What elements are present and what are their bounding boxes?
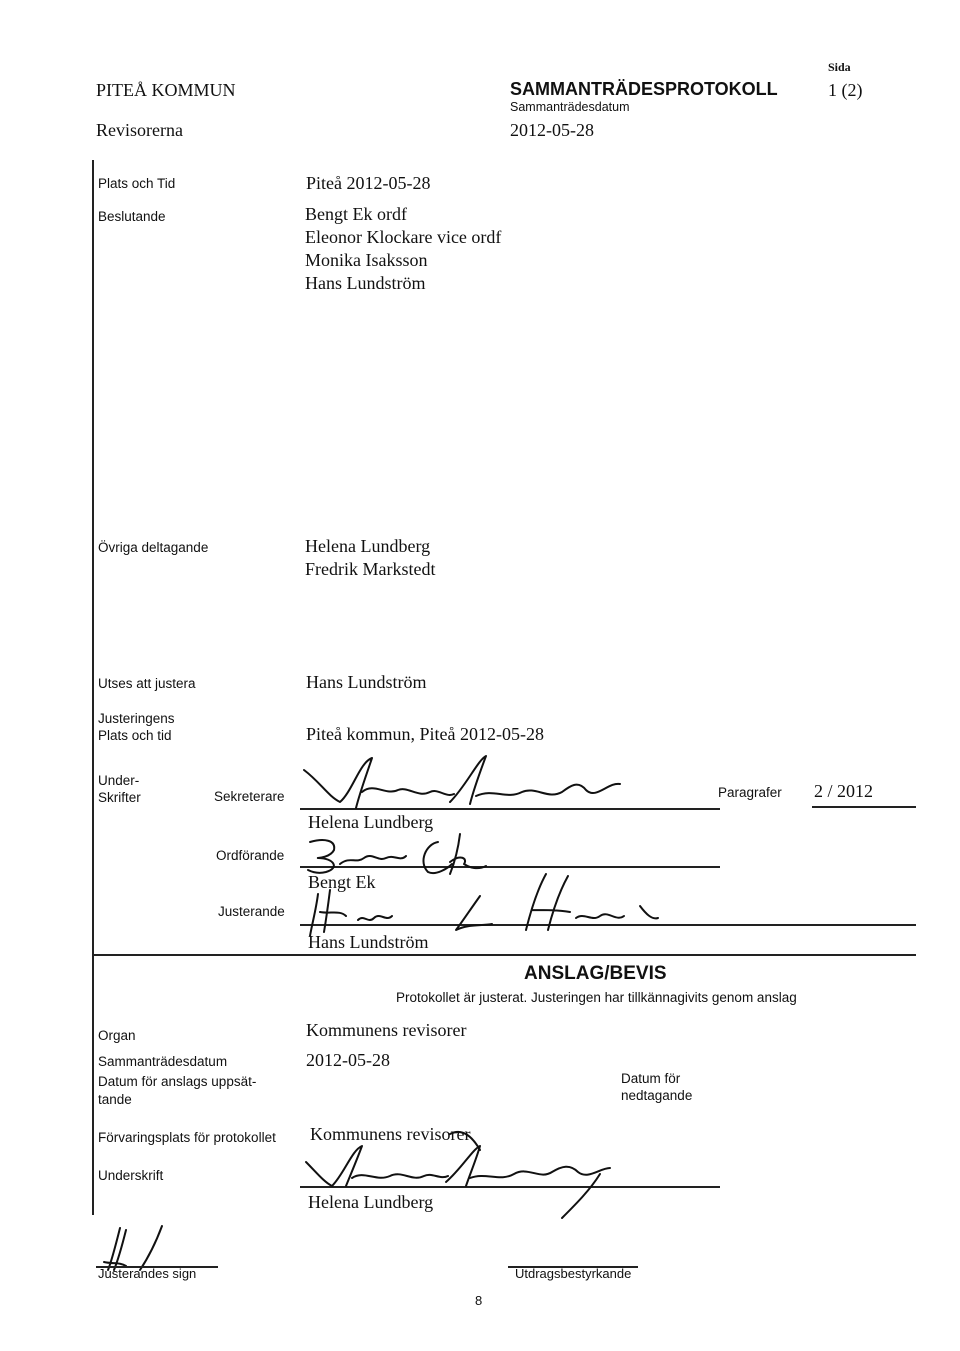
notice-title: ANSLAG/BEVIS xyxy=(524,963,667,984)
notice-statement: Protokollet är justerat. Justeringen har tillkännagivits genom anslag xyxy=(396,990,797,1005)
deciding-member: Monika Isaksson xyxy=(305,250,428,270)
deciding-label: Beslutande xyxy=(98,209,166,224)
deciding-member: Hans Lundström xyxy=(305,273,426,293)
signer-name: Helena Lundberg xyxy=(308,1192,434,1212)
place-time: Piteå 2012-05-28 xyxy=(306,173,431,193)
posting-date-label: Datum för anslags uppsät- xyxy=(98,1074,257,1089)
removal-date-label-2: nedtagande xyxy=(621,1088,693,1103)
org-name: PITEÅ KOMMUN xyxy=(96,80,236,100)
notice-date-label: Sammanträdesdatum xyxy=(98,1054,228,1069)
appointed-label: Utses att justera xyxy=(98,676,196,691)
paragraphs-line xyxy=(812,806,916,808)
doc-title: SAMMANTRÄDESPROTOKOLL xyxy=(510,79,778,99)
adjust-label: Justeringens xyxy=(98,711,175,726)
adjuster-label: Justerande xyxy=(218,904,285,919)
page-label: Sida xyxy=(828,60,851,74)
paragraphs-label: Paragrafer xyxy=(718,785,782,800)
storage-value: Kommunens revisorer xyxy=(310,1124,471,1144)
appointed-adjuster: Hans Lundström xyxy=(306,672,427,692)
extract-certify-label: Utdragsbestyrkande xyxy=(515,1266,632,1281)
adjuster-initials xyxy=(96,1222,186,1272)
header-date: 2012-05-28 xyxy=(510,120,594,140)
place-time-label: Plats och Tid xyxy=(98,176,176,191)
deciding-member: Eleonor Klockare vice ordf xyxy=(305,227,502,247)
secretary-name: Helena Lundberg xyxy=(308,812,434,832)
adjust-place-time: Piteå kommun, Piteå 2012-05-28 xyxy=(306,724,544,744)
left-margin-rule xyxy=(92,160,94,1215)
deciding-member: Bengt Ek ordf xyxy=(305,204,407,224)
removal-date-label: Datum för xyxy=(621,1071,681,1086)
adjuster-name: Hans Lundström xyxy=(308,932,429,952)
header-date-label: Sammanträdesdatum xyxy=(510,100,630,114)
dept-name: Revisorerna xyxy=(96,120,183,140)
organ-value: Kommunens revisorer xyxy=(306,1020,467,1040)
posting-date-label-2: tande xyxy=(98,1092,132,1107)
signatures-label: Under- xyxy=(98,773,140,788)
section-divider xyxy=(92,954,916,956)
organ-label: Organ xyxy=(98,1028,136,1043)
adjust-label-2: Plats och tid xyxy=(98,728,172,743)
others-label: Övriga deltagande xyxy=(98,540,209,555)
adjuster-sign-label: Justerandes sign xyxy=(98,1266,197,1281)
signatures-label-2: Skrifter xyxy=(98,790,141,805)
secretary-label: Sekreterare xyxy=(214,789,285,804)
secretary-signature xyxy=(300,752,640,812)
page-value: 1 (2) xyxy=(828,80,863,100)
page-number: 8 xyxy=(475,1293,483,1308)
chair-label: Ordförande xyxy=(216,848,285,863)
paragraphs-value: 2 / 2012 xyxy=(814,781,874,801)
storage-label: Förvaringsplats för protokollet xyxy=(98,1130,276,1145)
other-participant: Helena Lundberg xyxy=(305,536,431,556)
signature-label: Underskrift xyxy=(98,1168,164,1183)
adjuster-signature xyxy=(300,870,720,940)
notice-date: 2012-05-28 xyxy=(306,1050,390,1070)
chair-name: Bengt Ek xyxy=(308,872,376,892)
other-participant: Fredrik Markstedt xyxy=(305,559,436,579)
